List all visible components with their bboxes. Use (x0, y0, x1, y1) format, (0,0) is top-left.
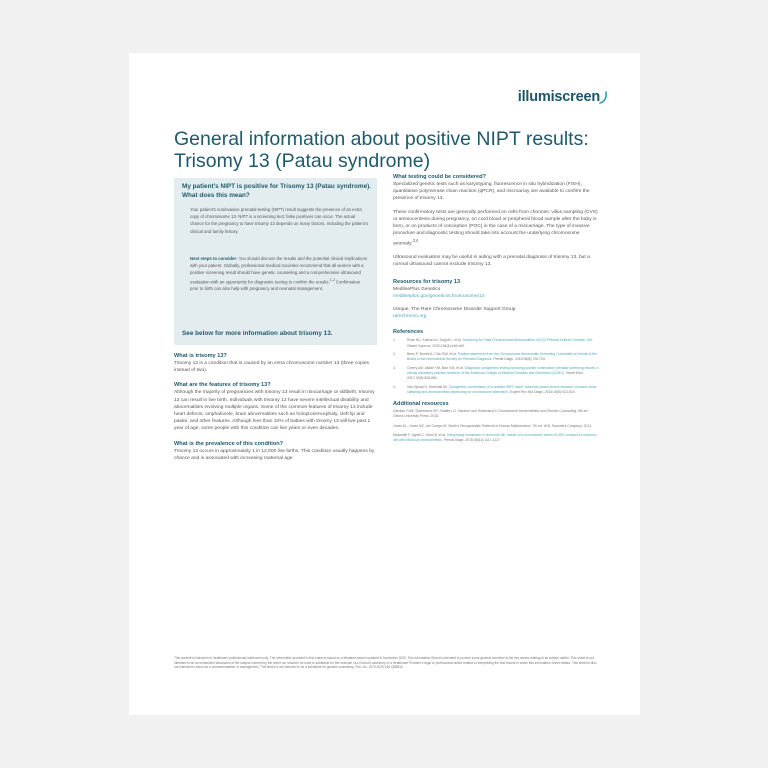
additional-heading: Additional resources (393, 401, 449, 408)
medlineplus-link[interactable]: medlineplus.gov/genetics/chromosome/13 (393, 293, 485, 299)
callout-paragraph-1: Your patient’s noninvasive prenatal testing (NIPT) result suggests the presence of an extra copy of chromosome 13. NIPT is a screening test; false positives can occur. The actual chance for the pregnancy to have trisomy 13 depends on many factors, including the patient’s clinical and family history. (190, 207, 368, 234)
reference-item: 4. Van Opstal D, Srebniak MI. Cytogenetic confirmation of a positive NIPT result: evidence-based choice between chorionic villus sampling and amniocentesis depending on chromosome aberration. Expert Rev Mol Diagn. 2016;16(5):513-520. (393, 384, 597, 394)
callout-question: My patient’s NIPT is positive for Trisomy 13 (Patau syndrome). What does this mean? (182, 183, 372, 199)
illumiscreen-logo (518, 89, 600, 105)
additional-item: Gardner RJM, Sutherland GR, Shaffer LG. Gardner and Sutherland’s Chromosome Abnormalities and Genetic Counseling. 5th ed. Oxford University Press; 2018. (393, 409, 589, 419)
disclaimer-footer: This content is intended for healthcare professional audiences only. The information provided in this sheet is based on a literature search updated in November 2020. This Information Sheet is intended to provide some general overview of the key issues relating to its subject matter. This sheet is not intended to be an exhaustive discussion of the subject covered by the sheet nor should it be used to substitute for the exercise of a Clinical Laboratory or a Healthcare Provider’s legal or professional duties relative to interpreting the test results to which this Information Sheet relates. This sheet is also not intended to serve as a recommendation of management. This sheet is not intended to be a substitute for genetic counseling. Pub. No. 1570-2020-026 QB8816 (174, 656, 597, 670)
testing-heading: What testing could be considered? (393, 174, 486, 180)
logo-swoosh-icon (599, 91, 609, 105)
reference-link[interactable]: Screening for Fetal Chromosomal Abnormalities: ACOG Practice Bulletin, Number 226. (462, 338, 593, 343)
testing-paragraph-3: Ultrasound evaluation may be useful in aiding with a prenatal diagnosis of trisomy 13, but a normal ultrasound cannot exclude trisomy 13. (393, 255, 590, 268)
logo-text: illumiscreen (517, 89, 600, 105)
document-page (129, 53, 640, 715)
key-message-callout (174, 178, 377, 345)
page-title: General information about positive NIPT results: Trisomy 13 (Patau syndrome) (174, 128, 589, 172)
left-column (174, 353, 379, 462)
references-list (393, 338, 599, 395)
resources-heading: Resources for trisomy 13 (393, 278, 461, 285)
section-text: Trisomy 13 is a condition that is caused by an extra chromosome number 13 (three copies instead of two). (174, 361, 369, 374)
testing-paragraph-1: Specialized genetic tests such as karyotyping, fluorescence in situ hybridization (FISH), quantitative polymerase chain reaction (qPCR), and microarray are available to confirm the presence of trisomy 13. (393, 182, 590, 202)
reference-link[interactable]: Position statement from the Chromosome Abnormality Screening Committee on behalf of the Board of the International Society for Prenatal Diagnosis. (407, 352, 597, 362)
right-column (393, 174, 599, 447)
reference-link[interactable]: Cytogenetic confirmation of a positive NIPT result: evidence-based choice between chorionic villus sampling and amniocentesis depending on chromosome aberration. (407, 384, 597, 394)
section-heading: What are the features of trisomy 13? (174, 382, 271, 389)
rarechromo-link[interactable]: rarechromo.org (393, 314, 427, 320)
section-heading: What is trisomy 13? (174, 353, 227, 359)
reference-item: 1. Rose NC, Kaimal AJ, Dugoff L, et al. Screening for Fetal Chromosomal Abnormalities: ACOG Practice Bulletin, Number 226. Obstet Gynecol. 2020;136(4):e48-e69. (393, 338, 593, 348)
section-heading: What is the prevalence of this condition? (174, 440, 284, 447)
section-text: Trisomy 13 occurs in approximately 1 in 12,000 live births. This condition usually happens by chance and is associated with increasing maternal age. (174, 448, 375, 461)
section-what-is (174, 353, 379, 374)
callout-see-below: See below for more information about trisomy 13. (182, 330, 333, 337)
section-text: Although the majority of pregnancies with trisomy 13 result in miscarriage or stillbirth, trisomy 13 can result in live birth. Individuals with trisomy 13 have severe intellectual disability and abnormalities involving multiple organs. Some of the common features of trisomy 13 include heart defects, omphalocele, brain abnormalities such as holoprosencephaly, cleft lip and palate, and other features. Although less than 10% of babies with trisomy 13 will live past 1 year of age, some people with this condition can live years or even decades. (174, 390, 375, 432)
additional-item: Malvestiti F, Agrati C, Grimi B, et al. Interpreting mosaicism in chorionic villi: results of a monocentric series of 1001 mosaics in chorionic villi with follow-up amniocentesis. Prenat Diagn. 2015;35(11):1117-1127. (393, 432, 597, 442)
reference-item: 3. Cherry AM, Akkari YM, Barr KM, et al. Diagnostic cytogenetic testing following positive noninvasive prenatal screening results: a clinical laboratory practice resource of the American College of Medical Genetics and Genomics (ACMG). Genet Med. 2017;19(8):845-850. (393, 365, 599, 381)
reference-link[interactable]: Diagnostic cytogenetic testing following positive noninvasive prenatal screening results: a clinical laboratory practice resource of the American College of Medical Genetics and Genomics (ACMG). (407, 365, 599, 376)
section-prevalence (174, 441, 379, 462)
testing-paragraph-2: These confirmatory tests are generally performed on cells from chorionic villus sampling (CVS) or amniocentesis during pregnancy, on cord blood or peripheral blood sample after the baby is born, or on products of conception (POC) in the case of a miscarriage. The type of invasive procedure and diagnostic testing should take into account the underlying chromosome anomaly.$^{3,4}$ (393, 209, 598, 248)
references-heading: References (393, 329, 424, 336)
resources-section (393, 279, 599, 321)
additional-link[interactable]: Interpreting mosaicism in chorionic villi: results of a monocentric series of 1001 mosaics in chorionic villi with follow-up amniocentesis. (393, 432, 597, 442)
additional-resources-section (393, 401, 599, 443)
resource-name: MedlinePlus Genetics (393, 286, 441, 292)
section-features (174, 382, 379, 432)
references-section (393, 329, 599, 395)
additional-item: Jones KL, Jones MC, del Campo M. Smith’s Recognizable Patterns of Human Malformation. 7th ed. W.B. Saunders Company; 2013. (393, 423, 593, 428)
callout-next-steps: Next steps to consider: You should discuss the results and the potential clinical implications with your patient. Globally, professional medical societies recommend that all women with a positive screening result should have genetic counseling and a comprehensive ultrasound evaluation with an opportunity for diagnostic testing to confirm the results.$^{1,2}$ Confirmation prior to birth can also help with pregnancy and neonatal management. (190, 256, 367, 292)
reference-item: 2. Benn P, Borrell A, Chiu RW, et al. Position statement from the Chromosome Abnormality Screening Committee on behalf of the Board of the International Society for Prenatal Diagnosis. Prenat Diagn. 2015;35(8):725-734. (393, 352, 597, 362)
next-steps-label: Next steps to consider: (190, 256, 238, 261)
resource-name: Unique, The Rare Chromosome Disorder Support Group (393, 307, 516, 313)
